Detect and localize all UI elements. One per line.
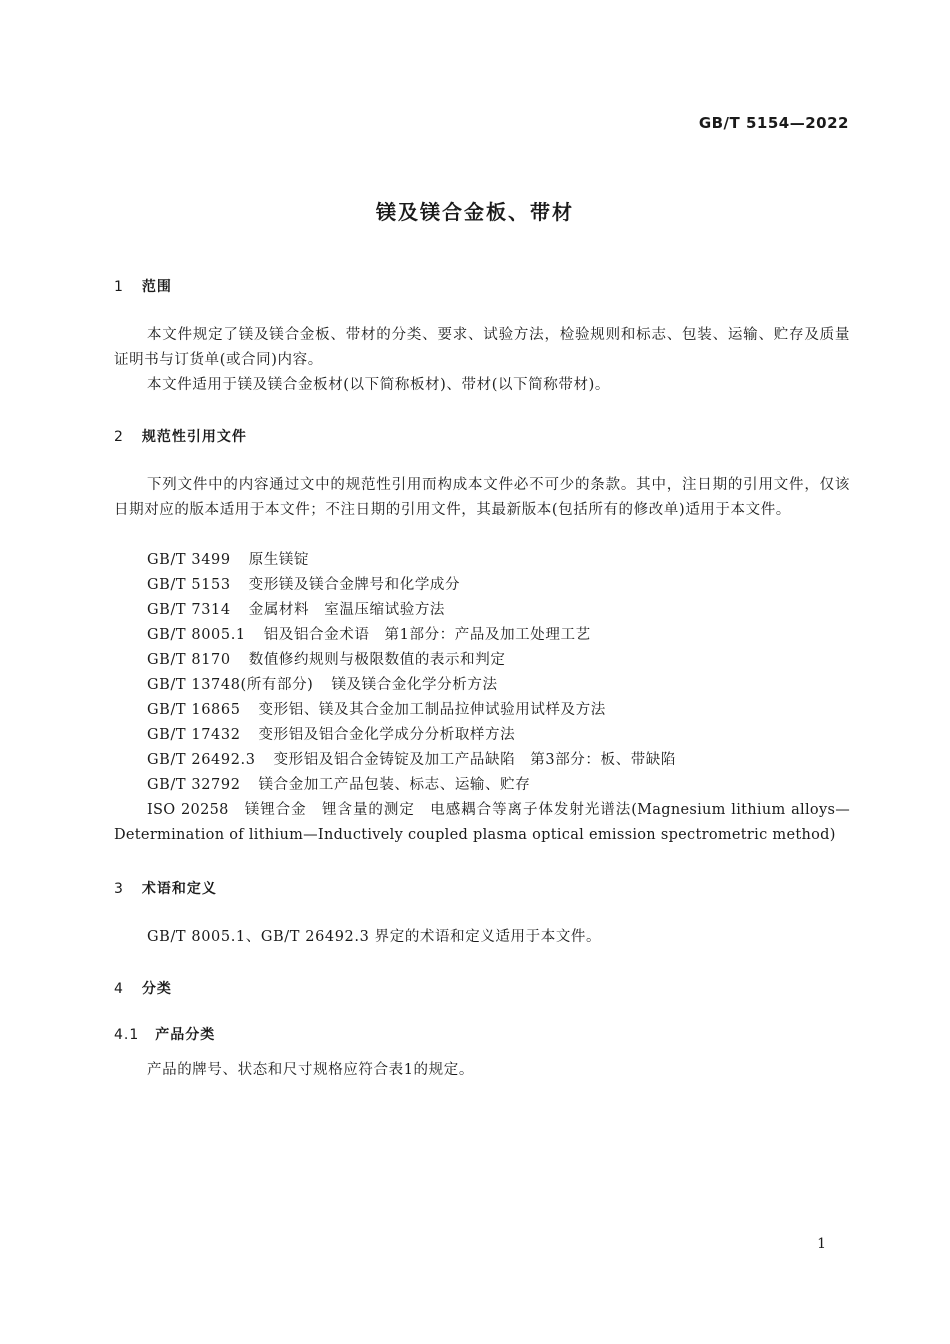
reference-item: GB/T 26492.3 变形铝及铝合金铸锭及加工产品缺陷 第3部分：板、带缺陷 <box>147 752 677 768</box>
document-title: 镁及镁合金板、带材 <box>376 200 574 224</box>
section-title: 规范性引用文件 <box>141 429 247 445</box>
section-title: 产品分类 <box>155 1027 216 1043</box>
reference-item: GB/T 8170 数值修约规则与极限数值的表示和判定 <box>147 652 506 668</box>
terms-paragraph: GB/T 8005.1、GB/T 26492.3 界定的术语和定义适用于本文件。 <box>147 929 602 945</box>
section-number: 4 <box>114 981 124 997</box>
section-number: 2 <box>114 429 124 445</box>
section-title: 范围 <box>141 279 172 295</box>
reference-item: GB/T 17432 变形铝及铝合金化学成分分析取样方法 <box>147 727 516 743</box>
section-4-heading <box>114 978 172 998</box>
section-2-heading <box>114 426 247 446</box>
references-intro: 下列文件中的内容通过文中的规范性引用而构成本文件必不可少的条款。其中，注日期的引用文件，仅该日期对应的版本适用于本文件；不注日期的引用文件，其最新版本(包括所有的修改单)适用于本文件。 <box>114 477 850 518</box>
reference-item: GB/T 32792 镁合金加工产品包装、标志、运输、贮存 <box>147 777 531 793</box>
reference-item: GB/T 5153 变形镁及镁合金牌号和化学成分 <box>147 577 461 593</box>
section-1-heading <box>114 276 172 296</box>
section-title: 分类 <box>141 981 172 997</box>
section-number: 4.1 <box>114 1027 140 1043</box>
reference-item: GB/T 7314 金属材料 室温压缩试验方法 <box>147 602 446 618</box>
reference-item-iso: ISO 20258 镁锂合金 锂含量的测定 电感耦合等离子体发射光谱法(Magnesium lithium alloys—Determination of lithium—Inductively coupled plasma optical emission spectrometric method) <box>114 802 850 843</box>
reference-item: GB/T 16865 变形铝、镁及其合金加工制品拉伸试验用试样及方法 <box>147 702 606 718</box>
reference-item: GB/T 8005.1 铝及铝合金术语 第1部分：产品及加工处理工艺 <box>147 627 591 643</box>
classification-paragraph: 产品的牌号、状态和尺寸规格应符合表1的规定。 <box>147 1062 474 1078</box>
page-number: 1 <box>817 1236 826 1252</box>
scope-paragraph-1: 本文件规定了镁及镁合金板、带材的分类、要求、试验方法，检验规则和标志、包装、运输、贮存及质量证明书与订货单(或合同)内容。 <box>114 327 850 368</box>
standard-code: GB/T 5154—2022 <box>698 114 849 132</box>
reference-item: GB/T 3499 原生镁锭 <box>147 552 310 568</box>
section-3-heading <box>114 878 217 898</box>
reference-item: GB/T 13748(所有部分) 镁及镁合金化学分析方法 <box>147 677 498 693</box>
section-number: 3 <box>114 881 124 897</box>
section-title: 术语和定义 <box>141 881 217 897</box>
scope-paragraph-2: 本文件适用于镁及镁合金板材(以下简称板材)、带材(以下简称带材)。 <box>147 377 610 393</box>
section-4-1-heading <box>114 1024 215 1044</box>
section-number: 1 <box>114 279 124 295</box>
